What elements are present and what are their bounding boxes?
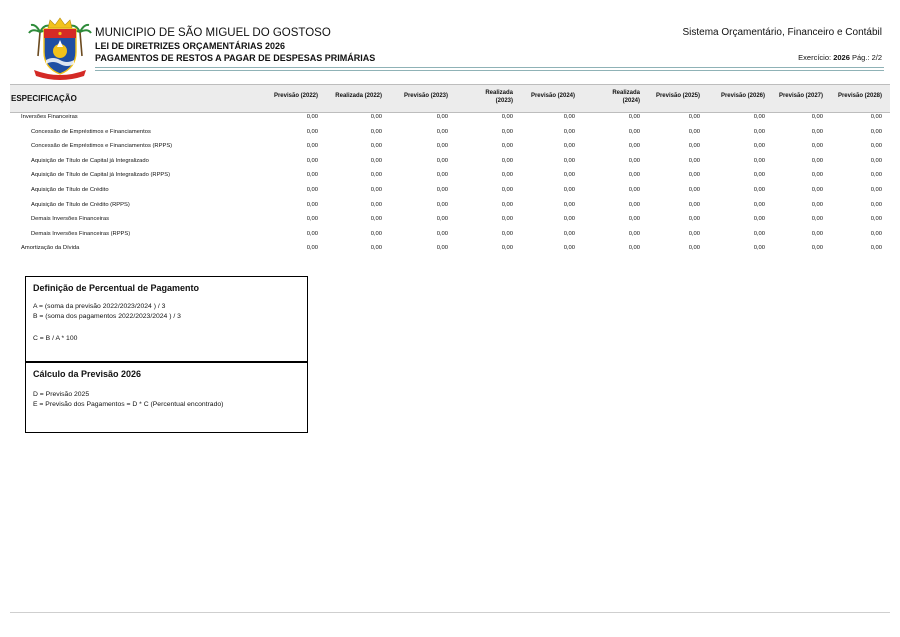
- value-cell: 0,00: [870, 172, 882, 179]
- municipal-coat-of-arms-icon: [28, 16, 92, 80]
- footer-divider: [10, 612, 890, 613]
- value-cell: 0,00: [370, 230, 382, 237]
- row-label: Aquisição de Título de Capital já Integralizado (RPPS): [31, 172, 171, 179]
- value-cell: 0,00: [688, 128, 700, 135]
- table-row: [10, 187, 890, 197]
- value-cell: 0,00: [688, 201, 700, 208]
- table-row: [10, 143, 890, 153]
- value-cell: 0,00: [628, 114, 640, 120]
- value-cell: 0,00: [563, 216, 575, 223]
- column-header: [274, 92, 318, 100]
- column-header-line: (2023): [495, 98, 513, 104]
- value-cell: 0,00: [628, 157, 640, 164]
- column-header-line: Previsão (2024): [530, 93, 575, 99]
- value-cell: 0,00: [436, 201, 448, 208]
- column-header-line: Previsão (2028): [837, 93, 882, 99]
- value-cell: 0,00: [370, 245, 382, 252]
- column-header: [485, 89, 513, 105]
- value-cell: 0,00: [563, 245, 575, 252]
- value-cell: 0,00: [688, 230, 700, 237]
- value-cell: 0,00: [563, 201, 575, 208]
- value-cell: 0,00: [563, 187, 575, 193]
- row-label: Inversões Financeiras: [21, 114, 78, 120]
- value-cell: 0,00: [688, 114, 700, 120]
- value-cell: 0,00: [306, 187, 318, 193]
- formula-line: C = B / A * 100: [33, 335, 78, 342]
- table-row: [10, 245, 890, 255]
- value-cell: 0,00: [306, 245, 318, 252]
- column-header: [404, 92, 448, 100]
- value-cell: 0,00: [870, 201, 882, 208]
- value-cell: 0,00: [870, 245, 882, 252]
- value-cell: 0,00: [501, 128, 513, 135]
- value-cell: 0,00: [436, 143, 448, 150]
- value-cell: 0,00: [811, 157, 823, 164]
- row-label: Concessão de Empréstimos e Financiamentos (RPPS): [31, 143, 173, 150]
- value-cell: 0,00: [753, 157, 765, 164]
- column-header: [721, 92, 765, 100]
- column-header: [838, 92, 882, 100]
- value-cell: 0,00: [628, 230, 640, 237]
- value-cell: 0,00: [501, 230, 513, 237]
- law-title: LEI DE DIRETRIZES ORÇAMENTÁRIAS 2026: [95, 41, 286, 51]
- box-title: Definição de Percentual de Pagamento: [33, 283, 200, 293]
- column-header: [335, 92, 382, 100]
- value-cell: 0,00: [370, 216, 382, 223]
- value-cell: 0,00: [753, 172, 765, 179]
- value-cell: 0,00: [436, 172, 448, 179]
- column-header-line: Previsão (2025): [655, 93, 700, 99]
- value-cell: 0,00: [688, 157, 700, 164]
- value-cell: 0,00: [563, 157, 575, 164]
- column-header-line: Realizada: [612, 90, 640, 96]
- value-cell: 0,00: [870, 230, 882, 237]
- value-cell: 0,00: [370, 157, 382, 164]
- value-cell: 0,00: [628, 143, 640, 150]
- formula-line: D = Previsão 2025: [33, 391, 90, 398]
- value-cell: 0,00: [811, 172, 823, 179]
- value-cell: 0,00: [628, 216, 640, 223]
- value-cell: 0,00: [870, 157, 882, 164]
- value-cell: 0,00: [811, 201, 823, 208]
- table-row: [10, 202, 890, 212]
- row-label: Aquisição de Título de Crédito: [31, 187, 109, 193]
- value-cell: 0,00: [370, 172, 382, 179]
- value-cell: 0,00: [870, 114, 882, 120]
- exercise-page-info: [798, 53, 882, 62]
- value-cell: 0,00: [753, 128, 765, 135]
- table-row: [10, 231, 890, 241]
- value-cell: 0,00: [870, 128, 882, 135]
- value-cell: 0,00: [306, 157, 318, 164]
- value-cell: 0,00: [563, 114, 575, 120]
- value-cell: 0,00: [753, 230, 765, 237]
- formula-line: B = (soma dos pagamentos 2022/2023/2024 ) / 3: [33, 313, 181, 320]
- column-header-line: Previsão (2026): [720, 93, 765, 99]
- value-cell: 0,00: [628, 172, 640, 179]
- value-cell: 0,00: [753, 187, 765, 193]
- value-cell: 0,00: [501, 216, 513, 223]
- value-cell: 0,00: [436, 157, 448, 164]
- column-header-line: Previsão (2023): [403, 93, 448, 99]
- value-cell: 0,00: [870, 187, 882, 193]
- value-cell: 0,00: [811, 230, 823, 237]
- value-cell: 0,00: [370, 187, 382, 193]
- header-divider: [95, 67, 884, 68]
- value-cell: 0,00: [628, 201, 640, 208]
- value-cell: 0,00: [628, 245, 640, 252]
- column-header-line: (2024): [622, 98, 640, 104]
- value-cell: 0,00: [753, 114, 765, 120]
- column-header-line: Realizada: [485, 90, 513, 96]
- header-divider-secondary: [95, 70, 884, 71]
- row-label: Concessão de Empréstimos e Financiamentos: [31, 128, 151, 135]
- table-row: [10, 129, 890, 139]
- value-cell: 0,00: [436, 114, 448, 120]
- value-cell: 0,00: [811, 128, 823, 135]
- column-header: [531, 92, 575, 100]
- table-body: [10, 114, 890, 262]
- municipality-name: MUNICIPIO DE SÃO MIGUEL DO GOSTOSO: [95, 27, 331, 39]
- column-header-line: Realizada (2022): [335, 93, 382, 99]
- value-cell: 0,00: [306, 216, 318, 223]
- value-cell: 0,00: [436, 187, 448, 193]
- value-cell: 0,00: [370, 128, 382, 135]
- value-cell: 0,00: [306, 128, 318, 135]
- value-cell: 0,00: [501, 172, 513, 179]
- value-cell: 0,00: [753, 245, 765, 252]
- value-cell: 0,00: [688, 245, 700, 252]
- value-cell: 0,00: [563, 230, 575, 237]
- value-cell: 0,00: [628, 128, 640, 135]
- value-cell: 0,00: [306, 143, 318, 150]
- table-row: [10, 158, 890, 168]
- table-row: [10, 216, 890, 226]
- value-cell: 0,00: [370, 201, 382, 208]
- value-cell: 0,00: [870, 143, 882, 150]
- value-cell: 0,00: [628, 187, 640, 193]
- value-cell: 0,00: [563, 143, 575, 150]
- value-cell: 0,00: [811, 114, 823, 120]
- table-row: [10, 172, 890, 182]
- value-cell: 0,00: [501, 157, 513, 164]
- column-header-line: Previsão (2022): [273, 93, 318, 99]
- value-cell: 0,00: [688, 187, 700, 193]
- row-label: Demais Inversões Financeiras (RPPS): [31, 230, 131, 237]
- row-label: Aquisição de Título de Crédito (RPPS): [31, 201, 130, 208]
- value-cell: 0,00: [870, 216, 882, 223]
- table-header: [10, 84, 890, 113]
- value-cell: 0,00: [501, 114, 513, 120]
- report-title: PAGAMENTOS DE RESTOS A PAGAR DE DESPESAS PRIMÁRIAS: [95, 53, 376, 63]
- formula-line: A = (soma da previsão 2022/2023/2024 ) / 3: [33, 303, 166, 310]
- value-cell: 0,00: [306, 172, 318, 179]
- value-cell: 0,00: [436, 230, 448, 237]
- forecast-calculation-box: [25, 362, 308, 433]
- value-cell: 0,00: [501, 245, 513, 252]
- value-cell: 0,00: [753, 216, 765, 223]
- value-cell: 0,00: [811, 245, 823, 252]
- value-cell: 0,00: [436, 216, 448, 223]
- value-cell: 0,00: [436, 245, 448, 252]
- formula-line: E = Previsão dos Pagamentos = D * C (Percentual encontrado): [33, 401, 224, 408]
- value-cell: 0,00: [501, 187, 513, 193]
- value-cell: 0,00: [306, 201, 318, 208]
- value-cell: 0,00: [563, 172, 575, 179]
- value-cell: 0,00: [370, 114, 382, 120]
- value-cell: 0,00: [563, 128, 575, 135]
- payment-percentage-definition-box: [25, 276, 308, 362]
- box-title: Cálculo da Previsão 2026: [33, 369, 142, 379]
- value-cell: 0,00: [753, 201, 765, 208]
- table-row: [10, 114, 890, 124]
- column-header: [612, 89, 640, 105]
- spec-column-header: ESPECIFICAÇÃO: [11, 94, 77, 103]
- value-cell: 0,00: [688, 216, 700, 223]
- column-header: [779, 92, 823, 100]
- value-cell: 0,00: [811, 187, 823, 193]
- exercise-value: 2026: [833, 53, 850, 62]
- row-label: Amortização da Dívida: [21, 245, 80, 252]
- column-header-line: Previsão (2027): [778, 93, 823, 99]
- value-cell: 0,00: [436, 128, 448, 135]
- value-cell: 0,00: [811, 143, 823, 150]
- row-label: Aquisição de Título de Capital já Integralizado: [31, 157, 149, 164]
- value-cell: 0,00: [501, 143, 513, 150]
- page-number: Pág.: 2/2: [851, 53, 882, 62]
- value-cell: 0,00: [501, 201, 513, 208]
- value-cell: 0,00: [306, 114, 318, 120]
- exercise-label: Exercício:: [798, 53, 832, 62]
- row-label: Demais Inversões Financeiras: [31, 216, 109, 223]
- value-cell: 0,00: [306, 230, 318, 237]
- system-name: Sistema Orçamentário, Financeiro e Contábil: [682, 27, 882, 38]
- value-cell: 0,00: [688, 143, 700, 150]
- value-cell: 0,00: [370, 143, 382, 150]
- value-cell: 0,00: [688, 172, 700, 179]
- column-header: [656, 92, 700, 100]
- value-cell: 0,00: [811, 216, 823, 223]
- value-cell: 0,00: [753, 143, 765, 150]
